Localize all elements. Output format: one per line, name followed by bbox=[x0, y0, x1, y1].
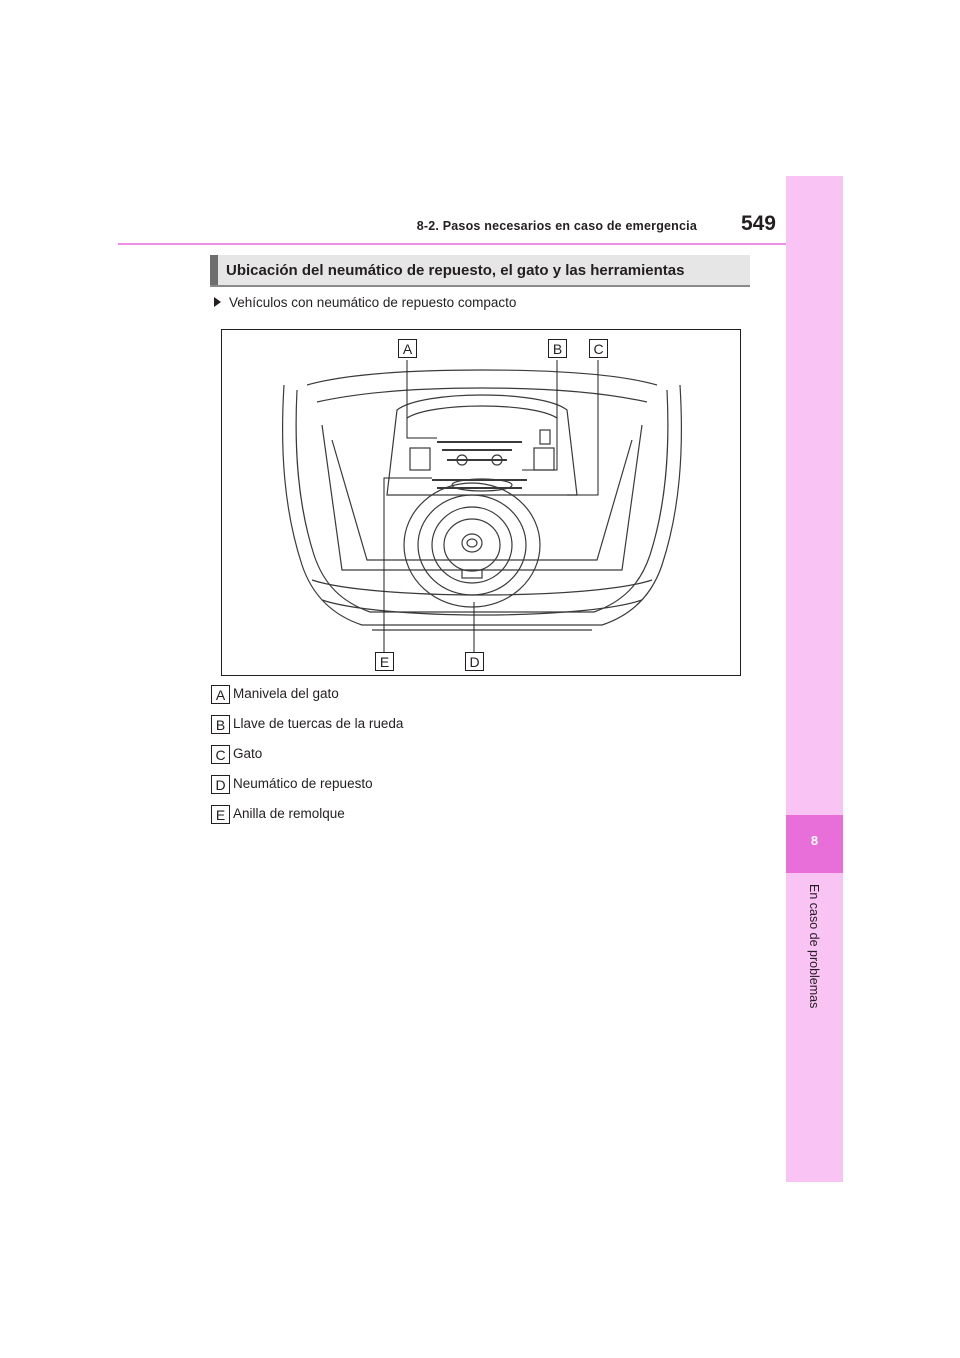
callout-a: A bbox=[398, 339, 417, 358]
header-rule bbox=[118, 243, 786, 245]
legend-text-b: Llave de tuercas de la rueda bbox=[233, 716, 404, 731]
legend-letter-e: E bbox=[211, 805, 230, 824]
trunk-illustration bbox=[221, 329, 741, 676]
trunk-drawing bbox=[222, 330, 742, 677]
bullet-text: Vehículos con neumático de repuesto compacto bbox=[229, 295, 517, 310]
bullet-arrow-icon bbox=[214, 297, 221, 307]
legend-letter-d: D bbox=[211, 775, 230, 794]
section-heading: Ubicación del neumático de repuesto, el gato y las herramientas bbox=[226, 262, 685, 279]
chapter-side-tab bbox=[786, 176, 843, 1182]
legend-letter-a: A bbox=[211, 685, 230, 704]
chapter-number: 8 bbox=[810, 833, 819, 848]
header-section-title: 8-2. Pasos necesarios en caso de emergencia bbox=[416, 219, 697, 233]
legend-letter-c: C bbox=[211, 745, 230, 764]
section-heading-bar bbox=[210, 255, 218, 285]
legend-letter-b: B bbox=[211, 715, 230, 734]
callout-c: C bbox=[589, 339, 608, 358]
bullet-item bbox=[214, 295, 516, 310]
legend-text-e: Anilla de remolque bbox=[233, 806, 345, 821]
callout-d: D bbox=[465, 652, 484, 671]
chapter-title: En caso de problemas bbox=[807, 884, 821, 1009]
page-number: 549 bbox=[740, 212, 776, 235]
legend-text-d: Neumático de repuesto bbox=[233, 776, 373, 791]
legend-text-c: Gato bbox=[233, 746, 263, 761]
callout-b: B bbox=[548, 339, 567, 358]
callout-e: E bbox=[375, 652, 394, 671]
legend-text-a: Manivela del gato bbox=[233, 686, 339, 701]
section-heading-box bbox=[210, 255, 750, 287]
